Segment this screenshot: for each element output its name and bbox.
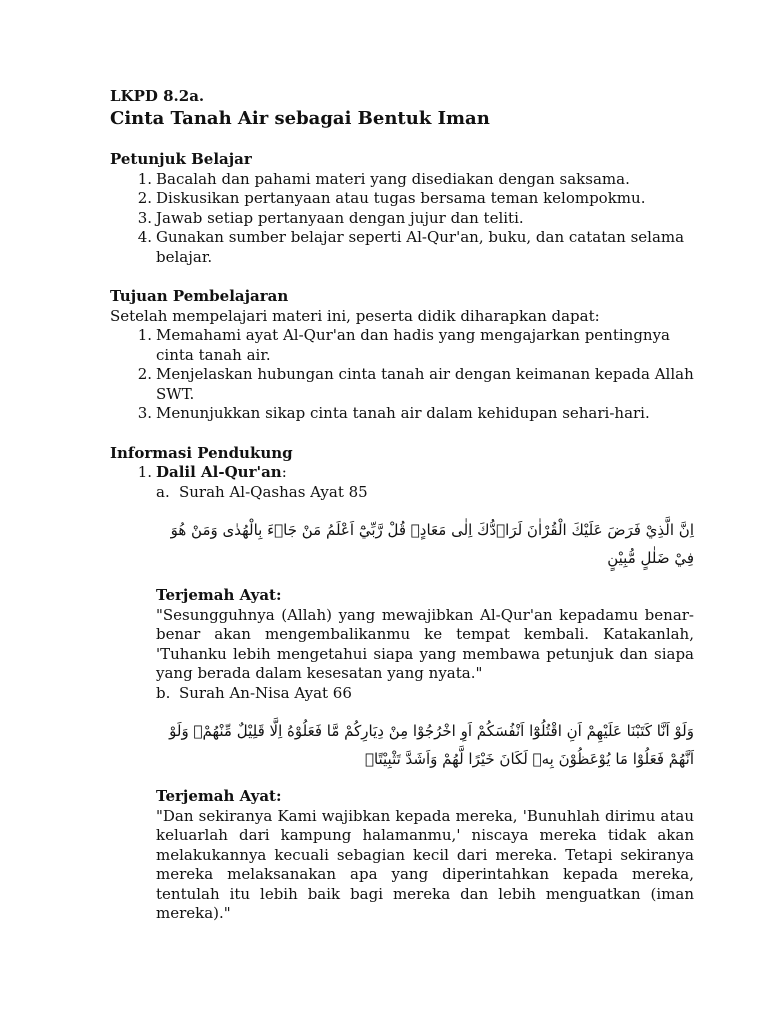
- list-item-text: Bacalah dan pahami materi yang disediakan dengan saksama.: [156, 169, 630, 188]
- dalil-suffix: :: [281, 463, 287, 481]
- list-item-text: Menjelaskan hubungan cinta tanah air dengan keimanan kepada Allah SWT.: [156, 365, 694, 403]
- list-item: [110, 404, 694, 424]
- tujuan-intro: Setelah mempelajari materi ini, peserta didik diharapkan dapat:: [110, 306, 600, 325]
- section-heading-informasi: Informasi Pendukung: [110, 443, 293, 462]
- tujuan-list: [110, 326, 694, 424]
- section-heading-petunjuk: Petunjuk Belajar: [110, 150, 252, 168]
- dalil-label: Dalil Al-Qur'an: [156, 463, 282, 481]
- section-heading-tujuan: Tujuan Pembelajaran: [110, 287, 289, 305]
- list-item: [110, 463, 694, 483]
- document-code: LKPD 8.2a.: [110, 87, 205, 105]
- informasi-list: [110, 463, 694, 483]
- list-number: 4.: [137, 228, 152, 246]
- list-number: 2.: [137, 365, 152, 383]
- petunjuk-list: [110, 170, 694, 268]
- surah-name: Surah Al-Qashas Ayat 85: [179, 482, 368, 501]
- document-title: Cinta Tanah Air sebagai Bentuk Iman: [110, 108, 490, 129]
- arabic-verse: اِنَّ الَّذِيْ فَرَضَ عَلَيْكَ الْقُرْاٰنَ لَرَاۤدُّكَ اِلٰى مَعَادٍۗ قُلْ رَّبِّيْٓ اَعْلَمُ مَنْ جَاۤءَ بِالْهُدٰى وَمَنْ هُوَ فِيْ ضَلٰلٍ مُّبِيْنٍ: [170, 521, 694, 567]
- surah-item-a: [110, 483, 694, 503]
- sub-marker: b.: [156, 683, 171, 702]
- list-item-text: Menunjukkan sikap cinta tanah air dalam kehidupan sehari-hari.: [156, 404, 650, 422]
- list-item-text: Jawab setiap pertanyaan dengan jujur dan teliti.: [156, 208, 524, 227]
- list-item-text: Diskusikan pertanyaan atau tugas bersama teman kelompokmu.: [156, 189, 646, 207]
- list-item: [110, 228, 694, 267]
- list-item: [110, 365, 694, 404]
- list-number: 1.: [137, 326, 152, 344]
- list-number: 1.: [137, 463, 152, 481]
- list-item: [110, 189, 694, 209]
- translation-label: Terjemah Ayat:: [156, 586, 282, 604]
- list-number: 1.: [137, 169, 152, 188]
- list-item-text: Gunakan sumber belajar seperti Al-Qur'an, buku, dan catatan selama belajar.: [156, 228, 685, 266]
- arabic-verse: وَلَوْ اَنَّا كَتَبْنَا عَلَيْهِمْ اَنِ اقْتُلُوْٓا اَنْفُسَكُمْ اَوِ اخْرُجُوْا مِنْ دِيَارِكُمْ مَّا فَعَلُوْهُ اِلَّا قَلِيْلٌ مِّنْهُمْۗ وَلَوْ اَنَّهُمْ فَعَلُوْا مَا يُوْعَظُوْنَ بِهٖ لَكَانَ خَيْرًا لَّهُمْ وَاَشَدَّ تَثْبِيْتًاۙ: [169, 722, 694, 768]
- translation-text: "Sesungguhnya (Allah) yang mewajibkan Al-Qur'an kepadamu benar-benar akan mengembalikanmu ke tempat kembali. Katakanlah, 'Tuhanku lebih mengetahui siapa yang membawa petunjuk dan siapa yang berada dalam kesesatan yang nyata.": [156, 605, 694, 682]
- list-number: 3.: [137, 208, 152, 227]
- sub-marker: a.: [156, 482, 170, 501]
- translation-text: "Dan sekiranya Kami wajibkan kepada mereka, 'Bunuhlah dirimu atau keluarlah dari kampung halamanmu,' niscaya mereka tidak akan melakukannya kecuali sebagian kecil dari mereka. Tetapi sekiranya mereka melaksanakan apa yang diperintahkan kepada mereka, tentulah itu lebih baik bagi mereka dan lebih menguatkan (iman mereka).": [156, 806, 694, 922]
- list-item-text: Memahami ayat Al-Qur'an dan hadis yang mengajarkan pentingnya cinta tanah air.: [156, 326, 670, 364]
- translation-label: Terjemah Ayat:: [156, 787, 282, 805]
- list-item: [110, 326, 694, 365]
- list-item: [110, 209, 694, 229]
- list-number: 3.: [137, 404, 152, 422]
- document-page: [110, 86, 694, 924]
- list-number: 2.: [137, 189, 152, 207]
- surah-item-b: [110, 684, 694, 704]
- list-item: [110, 170, 694, 190]
- surah-name: Surah An-Nisa Ayat 66: [179, 683, 352, 702]
